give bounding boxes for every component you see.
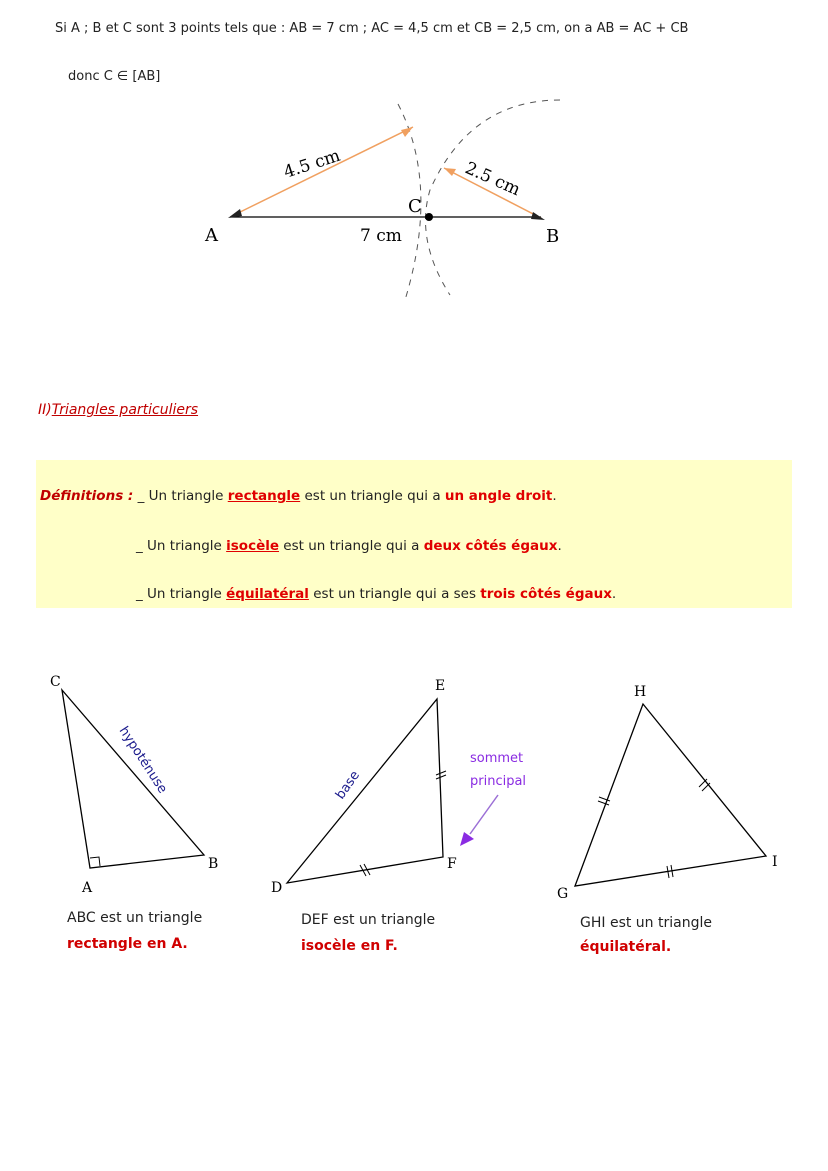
pointer-arrow-line xyxy=(470,795,498,834)
label-point-a: A xyxy=(205,225,218,246)
label-point-c: C xyxy=(408,196,422,217)
abc-vertex-a: A xyxy=(82,880,93,896)
ghi-vertex-g: G xyxy=(557,886,569,902)
def3-key: trois côtés égaux xyxy=(480,586,612,602)
principal-label: principal xyxy=(470,774,527,789)
abc-caption-2: rectangle en A. xyxy=(67,936,188,952)
def3-term: équilatéral xyxy=(226,586,309,602)
sommet-label: sommet xyxy=(470,751,524,766)
def-vertex-e: E xyxy=(435,678,446,694)
def2-mid: est un triangle qui a xyxy=(279,538,424,554)
def3-mid: est un triangle qui a ses xyxy=(308,586,481,602)
def-tick-1a xyxy=(436,771,446,775)
ghi-caption-1: GHI est un triangle xyxy=(580,915,712,931)
def1-mid: est un triangle qui a xyxy=(300,488,445,504)
def2-key: deux côtés égaux xyxy=(423,538,558,554)
def-caption-1: DEF est un triangle xyxy=(301,912,436,928)
triangle-def xyxy=(287,699,443,883)
def3-end: . xyxy=(611,586,617,602)
def1-dash: _ xyxy=(137,488,149,504)
ghi-tick-2b xyxy=(702,783,710,791)
def3-pre: Un triangle xyxy=(147,586,227,602)
abc-caption-1: ABC est un triangle xyxy=(67,910,203,926)
def1-term: rectangle xyxy=(227,488,301,504)
ghi-tick-1b xyxy=(598,801,609,805)
label-ab-length: 7 cm xyxy=(360,226,402,246)
ghi-vertex-i: I xyxy=(772,854,778,870)
intro-line-1: Si A ; B et C sont 3 points tels que : AB = 7 cm ; AC = 4,5 cm et CB = 2,5 cm, on a AB = AC + CB xyxy=(55,21,689,36)
def-vertex-d: D xyxy=(271,880,283,896)
def2-dash: _ xyxy=(136,538,148,554)
abc-vertex-c: C xyxy=(50,674,61,690)
triangle-ghi xyxy=(575,704,766,886)
def-vertex-f: F xyxy=(447,856,457,872)
def2-term: isocèle xyxy=(226,538,280,554)
label-point-b: B xyxy=(546,226,560,247)
ghi-tick-2a xyxy=(699,779,707,787)
def-caption-2: isocèle en F. xyxy=(301,938,398,954)
def1-end: . xyxy=(552,488,557,504)
right-angle-mark xyxy=(90,857,100,866)
ghi-caption-2: équilatéral. xyxy=(580,939,672,955)
pointer-arrow-head xyxy=(460,832,474,846)
definitions-label: Définitions : xyxy=(40,488,134,504)
abc-vertex-b: B xyxy=(208,856,219,872)
intro-line-2: donc C ∈ [AB] xyxy=(68,69,161,84)
ghi-vertex-h: H xyxy=(634,684,647,700)
base-label: base xyxy=(332,768,364,803)
def2-pre: Un triangle xyxy=(147,538,227,554)
label-cb-length: 2.5 cm xyxy=(461,158,524,201)
def3-dash: _ xyxy=(136,586,148,602)
def-tick-1b xyxy=(436,775,446,779)
def2-end: . xyxy=(557,538,562,554)
triangle-abc xyxy=(62,690,204,868)
def1-key: un angle droit xyxy=(444,488,553,504)
hypotenuse-label: hypoténuse xyxy=(115,724,170,797)
section-title-text: Triangles particuliers xyxy=(51,402,199,418)
section-number: II) xyxy=(38,402,52,418)
label-ac-length: 4.5 cm xyxy=(281,145,343,183)
def1-pre: Un triangle xyxy=(148,488,228,504)
